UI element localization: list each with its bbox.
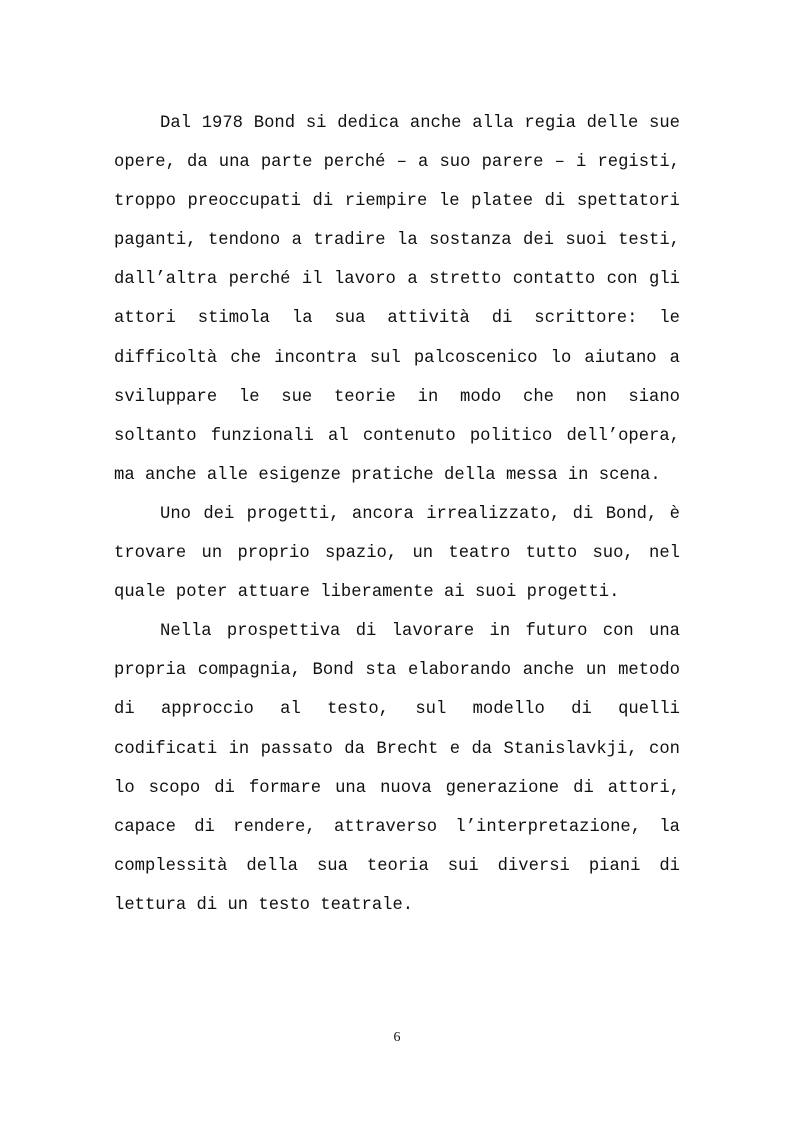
body-text <box>114 104 680 925</box>
paragraph-1: Dal 1978 Bond si dedica anche alla regia delle sue opere, da una parte perché – a suo parere – i registi, troppo preoccupati di riempire le platee di spettatori paganti, tendono a tradire la sostanza dei suoi testi, dall’altra perché il lavoro a stretto contatto con gli attori stimola la sua attività di scrittore: le difficoltà che incontra sul palcoscenico lo aiutano a sviluppare le sue teorie in modo che non siano soltanto funzionali al contenuto politico dell’opera, ma anche alle esigenze pratiche della messa in scena. <box>114 114 680 485</box>
page-number: 6 <box>393 1030 401 1045</box>
paragraph-2: Uno dei progetti, ancora irrealizzato, di Bond, è trovare un proprio spazio, un teatro tutto suo, nel quale poter attuare liberamente ai suoi progetti. <box>114 504 680 603</box>
paragraph-3: Nella prospettiva di lavorare in futuro con una propria compagnia, Bond sta elaborando anche un metodo di approccio al testo, sul modello di quelli codificati in passato da Brecht e da Stanislavkji, con lo scopo di formare una nuova generazione di attori, capace di rendere, attraverso l’interpretazione, la complessità della sua teoria sui diversi piani di lettura di un testo teatrale. <box>114 622 680 915</box>
